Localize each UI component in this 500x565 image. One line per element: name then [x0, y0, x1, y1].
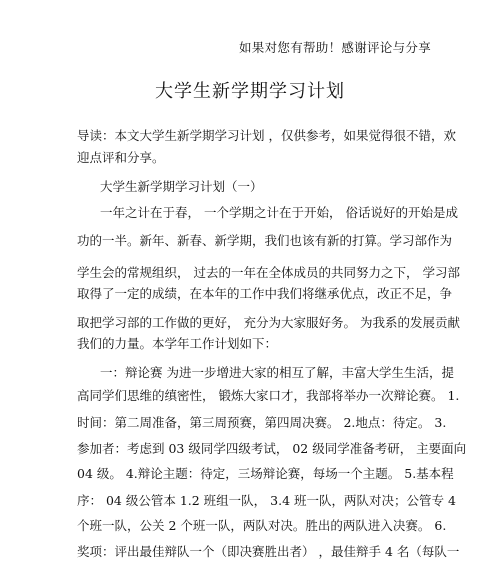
paragraph-line: 取把学习部的工作做的更好， 充分为大家服好务。 为我系的发展贡献 [77, 315, 460, 330]
paragraph-line: 个班一队，公关 2 个班一队，两队对决。胜出的两队进入决赛。 6. [77, 518, 447, 533]
paragraph-line: 我们的力量。本学年工作计划如下： [77, 336, 278, 351]
paragraph-line: 序： 04 级公管本 1.2 班组一队， 3.4 班一队，两队对决；公管专 4 [77, 493, 456, 508]
paragraph-line: 参加者：考虑到 03 级同学四级考试， 02 级同学准备考研， 主要面向 [77, 441, 467, 456]
paragraph-line: 学生会的常规组织， 过去的一年在全体成员的共同努力之下， 学习部 [77, 265, 460, 280]
paragraph-line: 一年之计在于春， 一个学期之计在于开始， 俗话说好的开始是成 [100, 205, 458, 220]
paragraph-line: 04 级。 4.辩论主题：待定，三场辩论赛，每场一个主题。 5.基本程 [77, 466, 454, 481]
intro-line-2: 迎点评和分享。 [77, 150, 165, 165]
document-title: 大学生新学期学习计划 [155, 81, 345, 102]
header-note: 如果对您有帮助！感谢评论与分享 [239, 40, 432, 55]
paragraph-line: 取得了一定的成绩，在本年的工作中我们将继承优点，改正不足，争 [77, 286, 453, 301]
intro-line-1: 导读：本文大学生新学期学习计划 ，仅供参考，如果觉得很不错，欢 [77, 128, 456, 143]
paragraph-line: 一：辩论赛 为进一步增进大家的相互了解，丰富大学生生活，提 [100, 365, 454, 380]
paragraph-line: 奖项：评出最佳辩队一个（即决赛胜出者） ，最佳辩手 4 名（每队一 [77, 544, 460, 559]
paragraph-line: 时间：第二周准备，第三周预赛，第四周决赛。 2.地点：待定。 3. [77, 415, 447, 430]
paragraph-line: 功的一半。新年、新春、新学期，我们也该有新的打算。学习部作为 [77, 233, 453, 248]
section-heading: 大学生新学期学习计划（一） [100, 179, 263, 194]
paragraph-line: 高同学们思维的缜密性， 锻炼大家口才，我部将举办一次辩论赛。 1. [77, 388, 460, 403]
